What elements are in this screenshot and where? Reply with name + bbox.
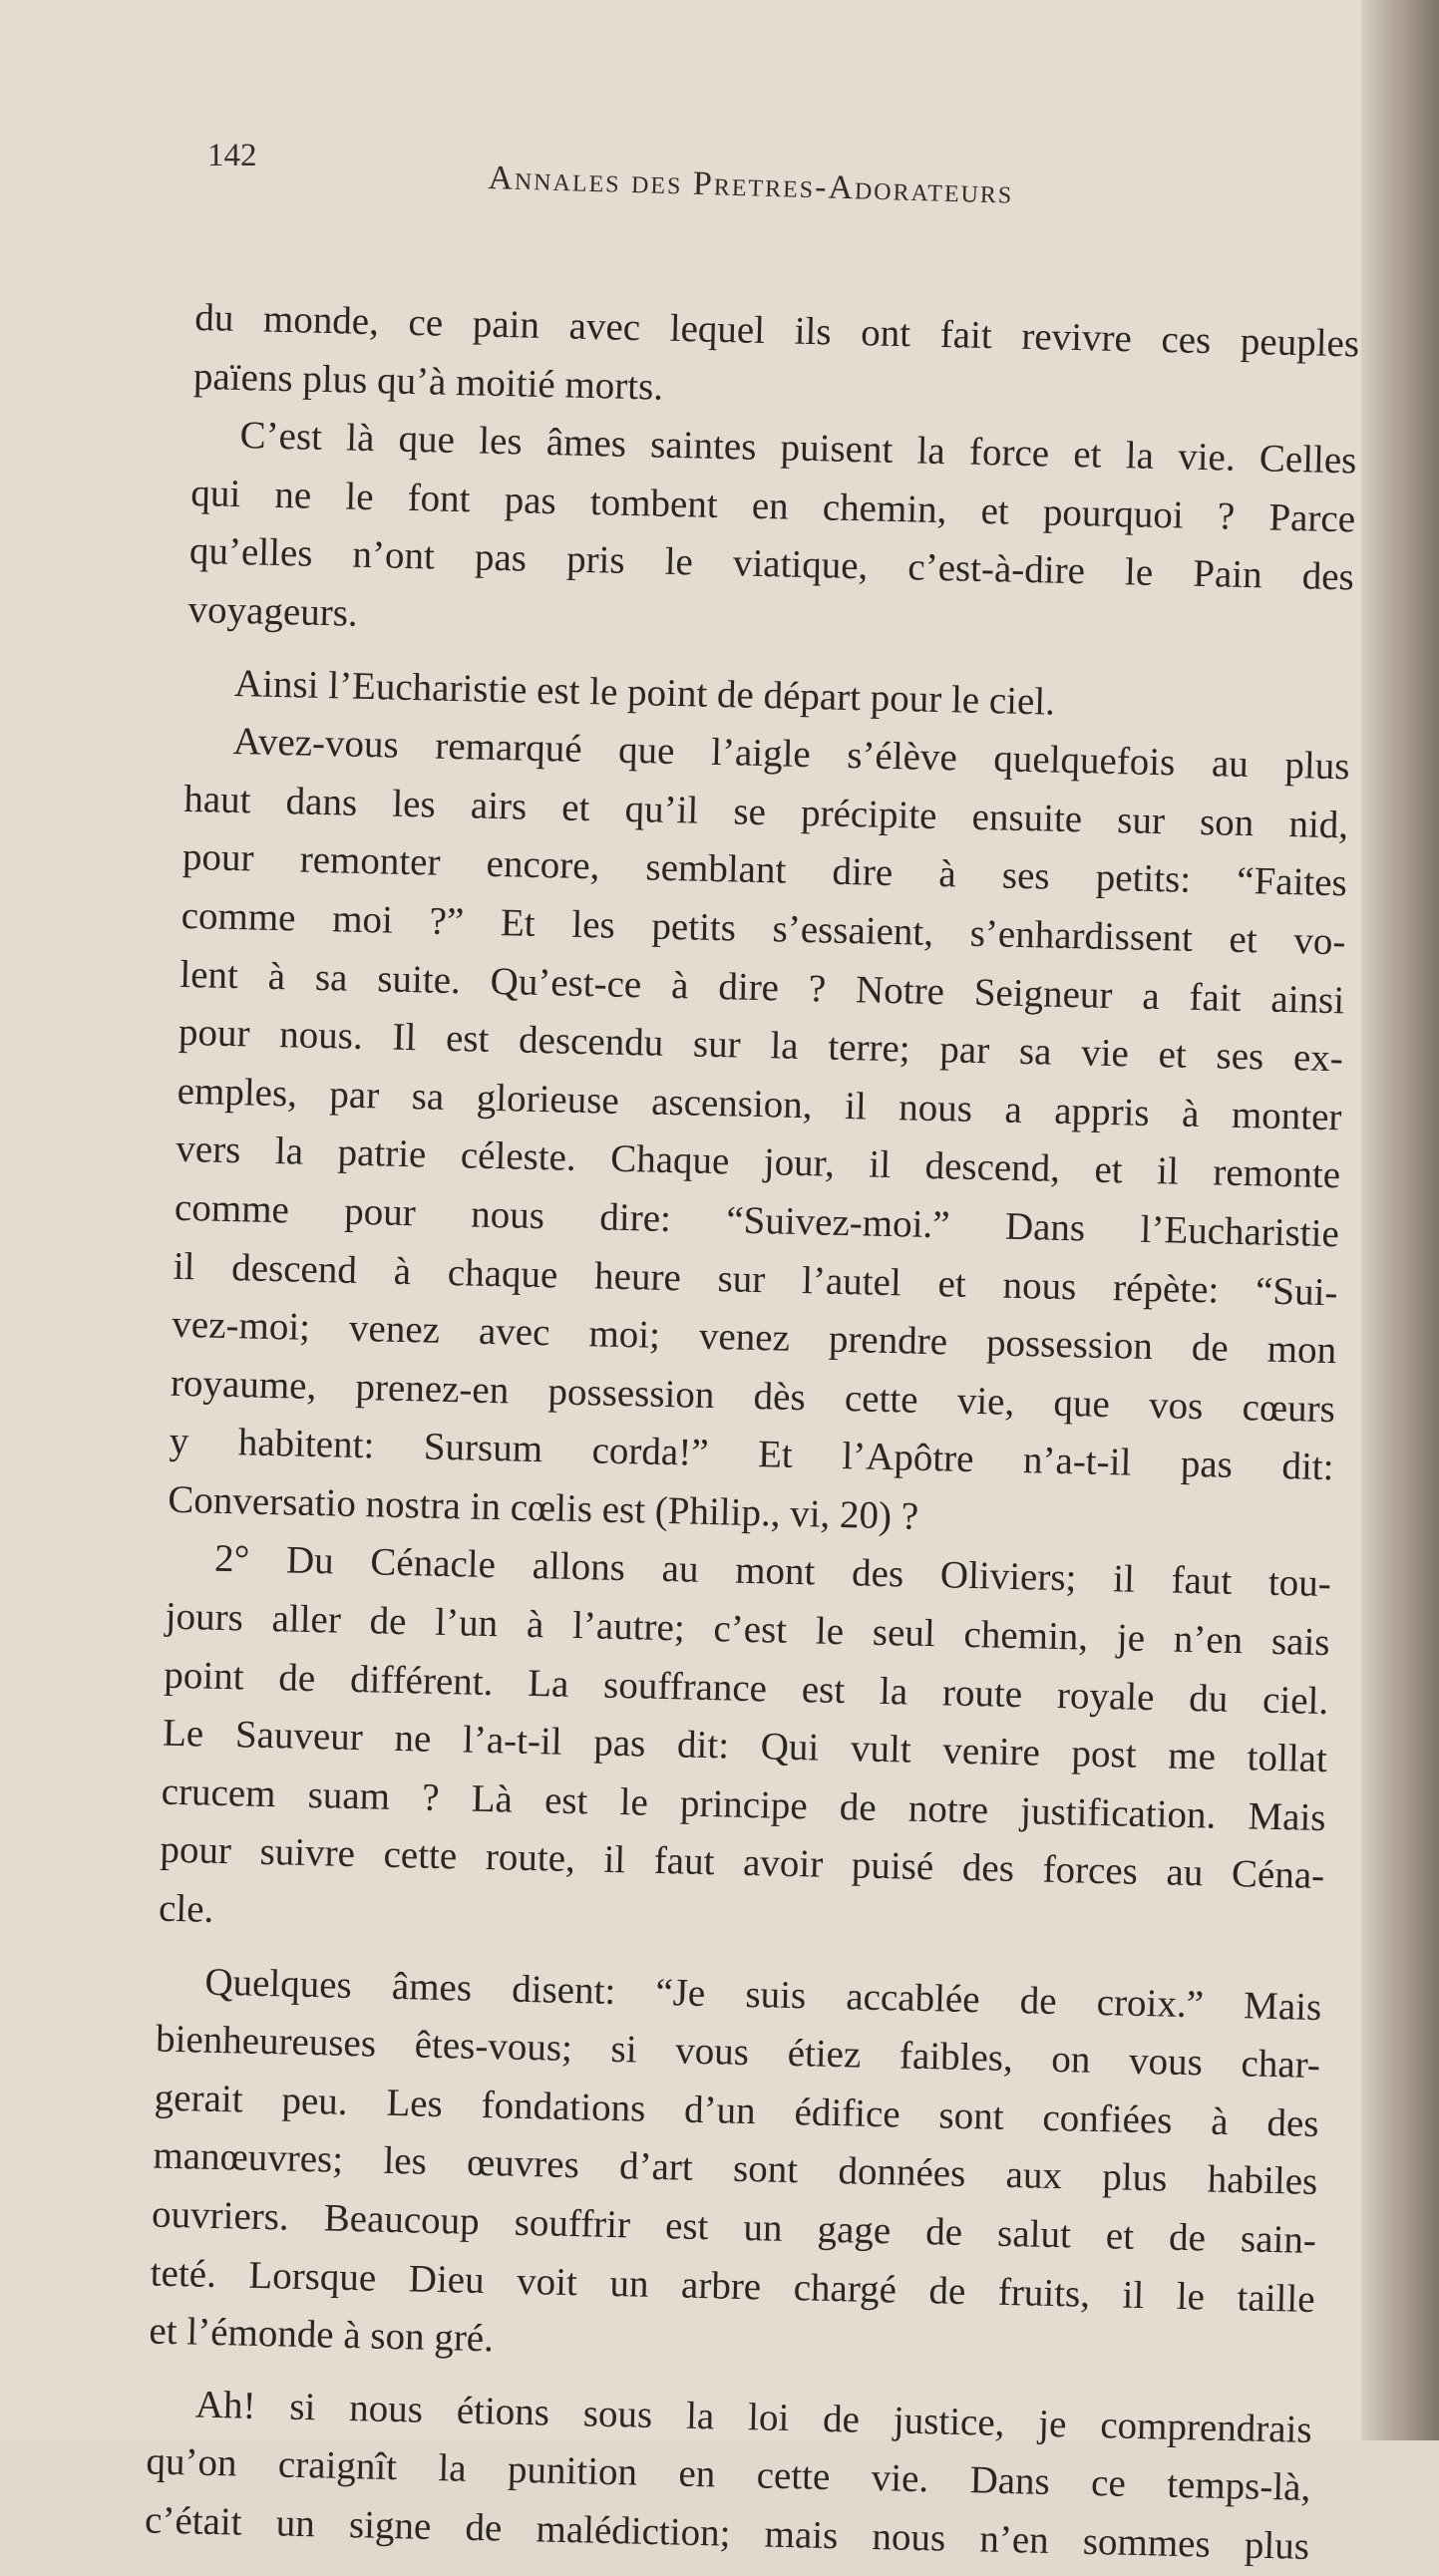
page-binding-edge [1361,0,1439,2440]
text-line: Avez-vous remarqué que l’aigle s’élève quelquefois au plus [232,720,1350,789]
text-line: gerait peu. Les fondations d’un édifice sont confiées à des [154,2076,1320,2145]
text-line: qu’on craignît la punition en cette vie. Dans ce temps-là, [146,2439,1311,2510]
text-line: teté. Lorsque Dieu voit un arbre chargé de fruits, il le taille [150,2251,1316,2321]
text-line: Le Sauveur ne l’a-t-il pas dit: Qui vult venire post me tollat [162,1711,1328,1781]
text-line: bienheureuses êtes-vous; si vous étiez faibles, on vous char- [155,2017,1321,2088]
text-line: manœuvres; les œuvres d’art sont données aux plus habiles [153,2133,1318,2204]
text-line: haut dans les airs et qu’il se précipite ensuite sur son nid, [182,777,1349,847]
text-line: pour remonter encore, semblant dire à ses petits: “Faites [181,835,1348,905]
text-line: ouvriers. Beaucoup souffrir est un gage de salut et de sain- [151,2192,1317,2262]
running-head: Annales des Pretres-Adorateurs [487,160,1014,211]
text-line: emples, par sa glorieuse ascension, il nous a appris à monter [177,1069,1342,1139]
text-line: lent à sa suite. Qu’est-ce à dire ? Notre Seigneur a fait ainsi [179,952,1345,1022]
text-line: C’est là que les âmes saintes puisent la force et la vie. Celles [239,414,1357,483]
text-line: vez-moi; venez avec moi; venez prendre possession de mon [171,1302,1337,1373]
body-text [145,289,1360,2576]
text-line: païens plus qu’à moitié morts. [192,354,664,409]
text-line: point de différent. La souffrance est la route royale du ciel. [163,1653,1329,1723]
text-line: Quelques âmes disent: “Je suis accablée de croix.” Mais [203,1960,1322,2029]
text-line: qui ne le font pas tombent en chemin, et pourquoi ? Parce [189,471,1356,541]
text-line: comme moi ?” Et les petits s’essaient, s’enhardissent et vo- [180,893,1346,964]
text-line: il descend à chaque heure sur l’autel et nous répète: “Sui- [173,1244,1338,1314]
text-line: qu’elles n’ont pas pris le viatique, c’est-à-dire le Pain des [188,529,1355,599]
text-line: crucem suam ? Là est le principe de notre justification. Mais [161,1770,1326,1839]
text-line: Ainsi l’Eucharistie est le point de départ pour le ciel. [233,661,1056,724]
text-line: voyageurs. [187,587,359,635]
text-line: pour suivre cette route, il faut avoir puisé des forces au Céna- [159,1828,1325,1898]
text-line: y habitent: Sursum corda!” Et l’Apôtre n’a-t-il pas dit: [169,1419,1334,1489]
text-line: cle. [158,1886,214,1931]
text-line: et l’émonde à son gré. [149,2309,495,2361]
text-line: comme pour nous dire: “Suivez-moi.” Dans l’Eucharistie [174,1185,1340,1256]
text-line: jours aller de l’un à l’autre; c’est le seul chemin, je n’en sais [165,1594,1330,1665]
text-line: vers la patrie céleste. Chaque jour, il descend, et il remonte [175,1127,1341,1197]
text-line: 2° Du Cénacle allons au mont des Oliviers; il faut tou- [213,1537,1332,1606]
page-number: 142 [207,138,257,173]
text-line: royaume, prenez-en possession dès cette vie, que vos cœurs [170,1361,1336,1431]
text-line: du monde, ce pain avec lequel ils ont fait revivre ces peuples [193,295,1360,366]
text-line: pour nous. Il est descendu sur la terre; par sa vie et ses ex- [178,1010,1344,1081]
text-line: Ah! si nous étions sous la loi de justice, je comprendrais [194,2383,1313,2451]
text-line: c’était un signe de malédiction; mais nous n’en sommes plus [144,2498,1310,2568]
text-line: Conversatio nostra in cœlis est (Philip., vi, 20) ? [167,1477,919,1538]
